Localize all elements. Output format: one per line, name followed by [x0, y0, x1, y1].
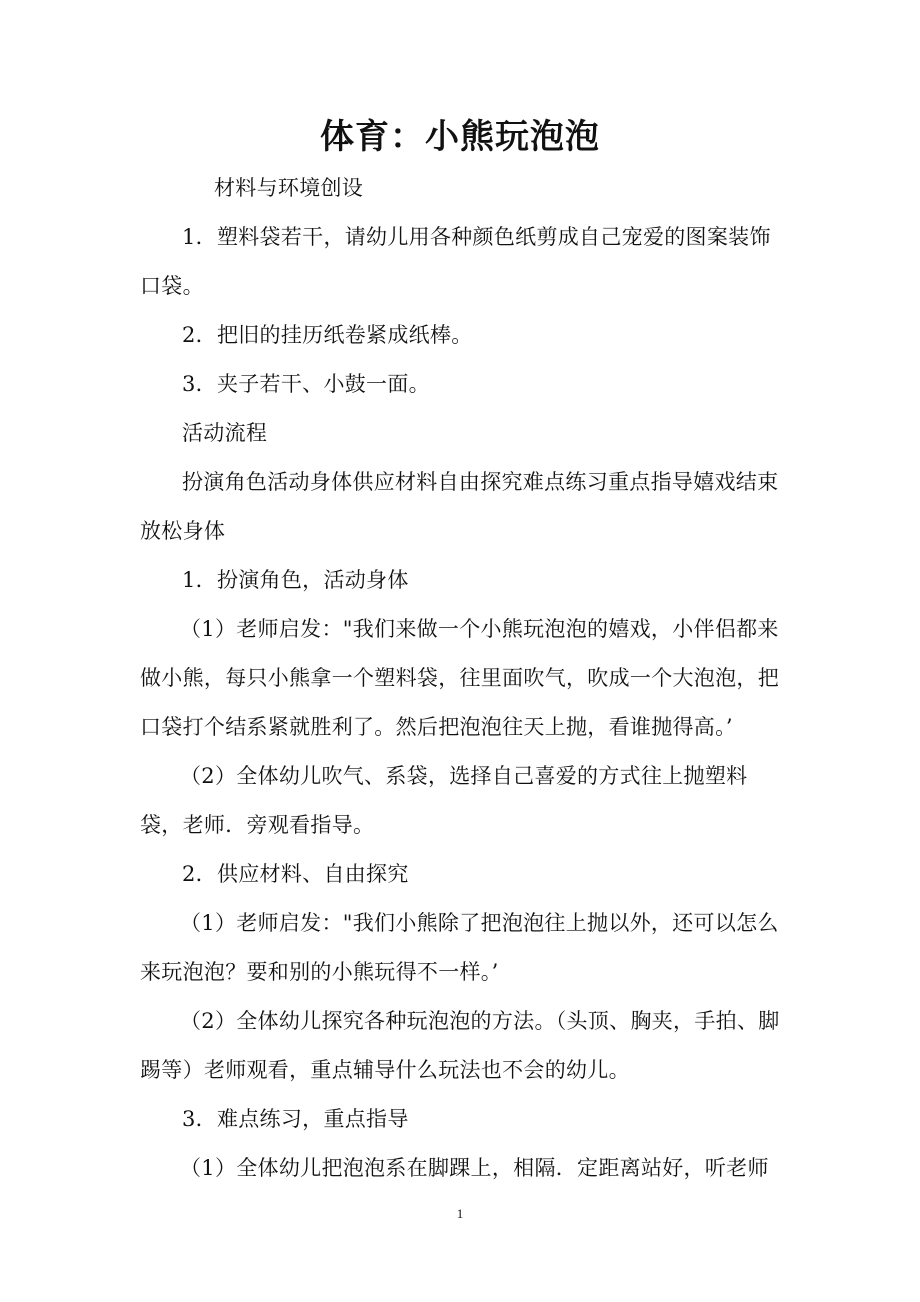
- step-2-sub-1: （1）老师启发："我们小熊除了把泡泡往上抛以外，还可以怎么来玩泡泡？要和别的小熊玩得不一样。’: [140, 911, 779, 984]
- paragraph-item-1: 1．塑料袋若干，请幼儿用各种颜色纸剪成自己宠爱的图案装饰口袋。: [140, 225, 771, 298]
- section-heading-materials: 材料与环境创设: [214, 176, 364, 200]
- document-title: 体育：小熊玩泡泡: [320, 117, 600, 157]
- paragraph-item-3: 3．夹子若干、小鼓一面。: [182, 372, 430, 396]
- step-2-sub-2: （2）全体幼儿探究各种玩泡泡的方法。（头顶、胸夹，手拍、脚踢等）老师观看，重点辅导什么玩法也不会的幼儿。: [140, 1009, 780, 1082]
- step-3-sub-1: （1）全体幼儿把泡泡系在脚踝上，相隔．定距离站好，听老师: [180, 1156, 769, 1180]
- page-number: 1: [456, 1206, 464, 1221]
- step-heading-2: 2．供应材料、自由探究: [182, 862, 409, 886]
- step-1-sub-2: （2）全体幼儿吹气、系袋，选择自己喜爱的方式往上抛塑料袋，老师．旁观看指导。: [140, 764, 748, 837]
- step-heading-1: 1．扮演角色，活动身体: [182, 568, 409, 592]
- step-heading-3: 3．难点练习，重点指导: [182, 1107, 409, 1131]
- paragraph-item-2: 2．把旧的挂历纸卷紧成纸棒。: [182, 323, 473, 347]
- paragraph-flow-summary: 扮演角色活动身体供应材料自由探究难点练习重点指导嬉戏结束放松身体: [140, 470, 779, 543]
- section-heading-flow: 活动流程: [182, 421, 268, 445]
- document-body: [140, 164, 788, 1193]
- step-1-sub-1: （1）老师启发："我们来做一个小熊玩泡泡的嬉戏，小伴侣都来做小熊，每只小熊拿一个塑料袋，往里面吹气，吹成一个大泡泡，把口袋打个结系紧就胜利了。然后把泡泡往天上抛，看谁抛得高。’: [140, 617, 779, 739]
